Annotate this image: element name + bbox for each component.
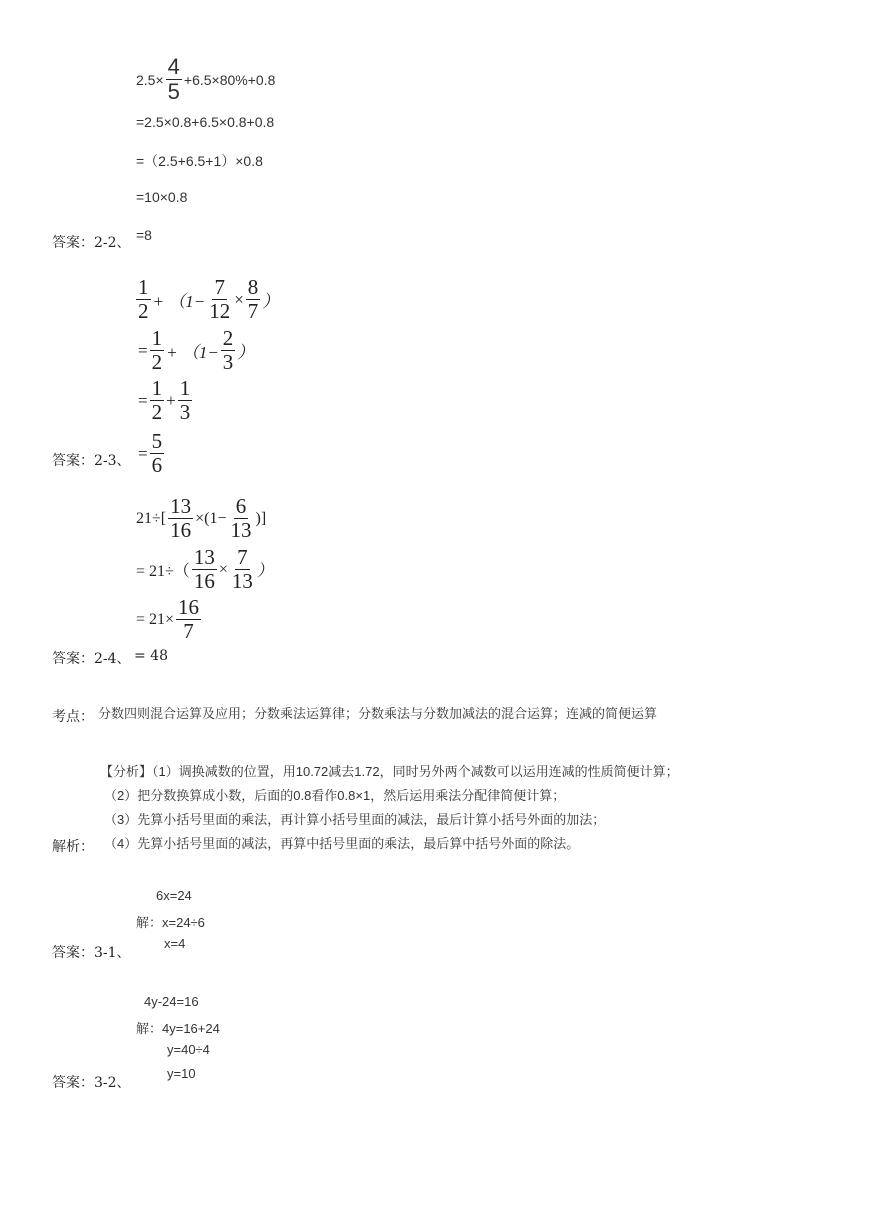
q32-line2: 解：4y=16+24 [136, 1021, 220, 1036]
jiexi-line-4: （4）先算小括号里面的减法，再算中括号里面的乘法，最后算中括号外面的除法。 [104, 836, 580, 851]
fraction: $\frac{2}{3}$ [222, 326, 234, 374]
q24-line3: = 21× $\frac{16}{7}$ [136, 595, 200, 643]
q22-line1-a: 2.5× [136, 71, 164, 88]
fraction: $\frac{13}{16}$ [170, 494, 192, 542]
fraction: $\frac{1}{2}$ [151, 376, 163, 424]
q24-line2: = 21÷（ $\frac{13}{16}$ × $\frac{7}{13}$ ） [136, 545, 273, 593]
fraction: $\frac{6}{13}$ [230, 494, 252, 542]
fraction: $\frac{7}{12}$ [209, 275, 231, 323]
q22-line2: =2.5×0.8+6.5×0.8+0.8 [136, 114, 275, 130]
fraction: $\frac{16}{7}$ [178, 595, 200, 643]
q31-line2: 解：x=24÷6 [136, 915, 205, 930]
q31-line1: 6x=24 [156, 888, 192, 903]
fraction: $\frac{8}{7}$ [247, 275, 259, 323]
q22-line5: =8 [136, 227, 152, 243]
kaodian-label: 考点： [52, 709, 94, 725]
q23-line2: = $\frac{1}{2}$ + （1− $\frac{2}{3}$ ） [138, 326, 255, 374]
fraction: $\frac{13}{16}$ [193, 545, 215, 593]
jiexi-line-1: 【分析】（1）调换减数的位置，用10.72减去1.72，同时另外两个减数可以运用连减的性质简便计算； [100, 764, 679, 779]
fraction: $\frac{5}{6}$ [151, 429, 163, 477]
q22-line3: =（2.5+6.5+1）×0.8 [136, 153, 263, 169]
q23-line1: $\frac{1}{2}$ + （1− $\frac{7}{12}$ × $\frac{8}{7}$ ） [138, 275, 280, 323]
fraction: $\frac{1}{3}$ [179, 376, 191, 424]
q24-answer-value: = 48 [134, 648, 168, 664]
fraction: $\frac{4}{5}$ [167, 54, 180, 104]
answer-label-2-4: 答案：2-4、 [52, 651, 131, 667]
q23-line4: = $\frac{5}{6}$ [138, 429, 163, 477]
q32-line1: 4y-24=16 [144, 994, 199, 1009]
fraction: $\frac{7}{13}$ [231, 545, 253, 593]
q23-line3: = $\frac{1}{2}$ + $\frac{1}{3}$ [138, 376, 191, 424]
jiexi-line-2: （2）把分数换算成小数，后面的0.8看作0.8×1，然后运用乘法分配律简便计算； [104, 788, 566, 803]
answer-label-3-2: 答案：3-2、 [52, 1075, 131, 1091]
fraction: $\frac{1}{2}$ [138, 275, 149, 323]
q22-line1 [136, 56, 275, 103]
jiexi-line-3: （3）先算小括号里面的乘法，再计算小括号里面的减法，最后计算小括号外面的加法； [104, 812, 606, 827]
answer-label-2-3: 答案：2-3、 [52, 453, 131, 469]
q24-line1: 21÷[ $\frac{13}{16}$ ×(1− $\frac{6}{13}$ )] [136, 494, 267, 542]
q22-line4: =10×0.8 [136, 189, 188, 205]
fraction: $\frac{1}{2}$ [151, 326, 163, 374]
q31-line3: x=4 [164, 936, 186, 951]
q32-line4: y=10 [167, 1066, 196, 1081]
kaodian-text: 分数四则混合运算及应用；分数乘法运算律；分数乘法与分数加减法的混合运算；连减的简便运算 [98, 706, 658, 721]
answer-label-3-1: 答案：3-1、 [52, 945, 131, 961]
answer-label-2-2: 答案：2-2、 [52, 235, 131, 251]
q22-line1-b: +6.5×80%+0.8 [183, 71, 276, 88]
q32-line3: y=40÷4 [167, 1042, 210, 1057]
jiexi-label: 解析： [52, 839, 94, 855]
